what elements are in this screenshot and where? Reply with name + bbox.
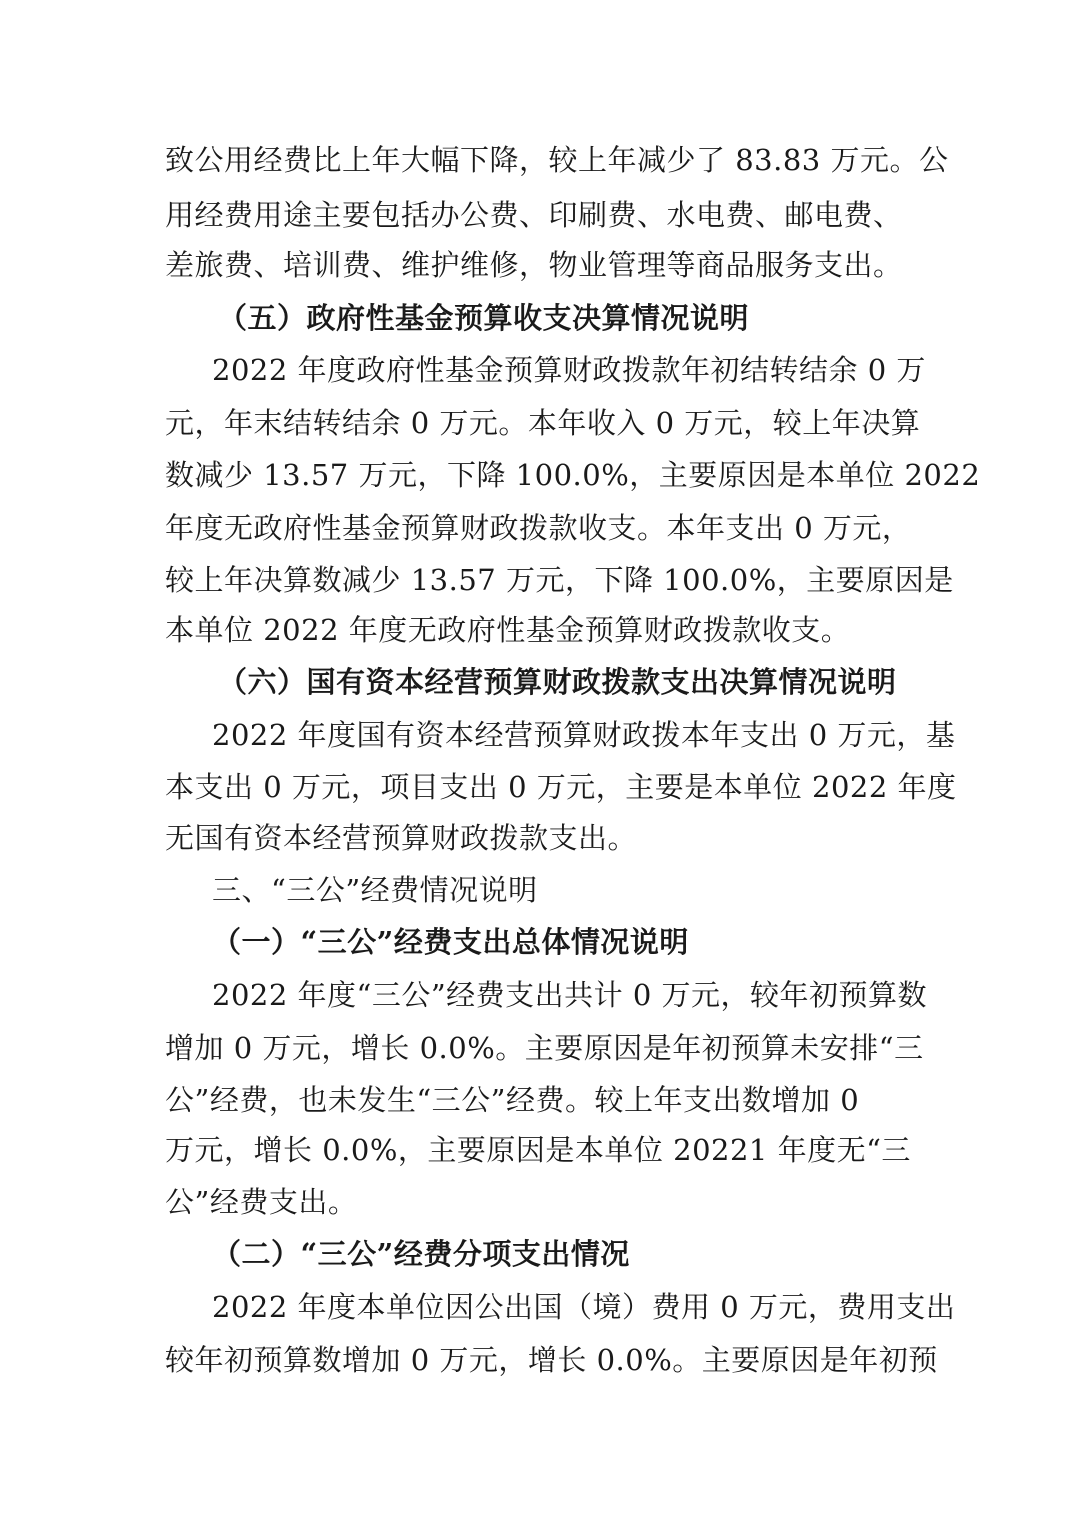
paragraph-line: 数减少 13.57 万元，下降 100.0%，主要原因是本单位 2022: [165, 458, 981, 492]
section-heading-2: （二）“三公”经费分项支出情况: [212, 1237, 630, 1271]
paragraph-line: 本支出 0 万元，项目支出 0 万元，主要是本单位 2022 年度: [165, 770, 957, 804]
paragraph-line: 较上年决算数减少 13.57 万元，下降 100.0%，主要原因是: [165, 563, 954, 597]
section-heading-1: （一）“三公”经费支出总体情况说明: [212, 925, 689, 959]
paragraph-line: 公”经费支出。: [165, 1185, 358, 1219]
paragraph-line: 年度无政府性基金预算财政拨款收支。本年支出 0 万元，: [165, 511, 912, 545]
paragraph-line: 2022 年度“三公”经费支出共计 0 万元，较年初预算数: [212, 978, 928, 1012]
section-heading-6: （六）国有资本经营预算财政拨款支出决算情况说明: [218, 665, 897, 699]
paragraph-line: 2022 年度国有资本经营预算财政拨本年支出 0 万元，基: [212, 718, 956, 752]
paragraph-line: 无国有资本经营预算财政拨款支出。: [165, 821, 638, 855]
paragraph-line: 元，年末结转结余 0 万元。本年收入 0 万元，较上年决算: [165, 406, 921, 440]
paragraph-line: 2022 年度本单位因公出国（境）费用 0 万元，费用支出: [212, 1290, 956, 1324]
paragraph-line: 较年初预算数增加 0 万元，增长 0.0%。主要原因是年初预: [165, 1343, 938, 1377]
paragraph-line: 差旅费、培训费、维护维修，物业管理等商品服务支出。: [165, 248, 903, 282]
paragraph-line: 公”经费，也未发生“三公”经费。较上年支出数增加 0: [165, 1083, 860, 1117]
paragraph-line: 用经费用途主要包括办公费、印刷费、水电费、邮电费、: [165, 198, 903, 232]
chapter-heading-3: 三、“三公”经费情况说明: [212, 873, 538, 907]
paragraph-line: 2022 年度政府性基金预算财政拨款年初结转结余 0 万: [212, 353, 926, 387]
paragraph-line: 增加 0 万元，增长 0.0%。主要原因是年初预算未安排“三: [165, 1031, 924, 1065]
paragraph-line: 本单位 2022 年度无政府性基金预算财政拨款收支。: [165, 613, 851, 647]
section-heading-5: （五）政府性基金预算收支决算情况说明: [218, 301, 750, 335]
paragraph-line: 致公用经费比上年大幅下降，较上年减少了 83.83 万元。公: [165, 143, 949, 177]
paragraph-line: 万元，增长 0.0%，主要原因是本单位 20221 年度无“三: [165, 1133, 911, 1167]
